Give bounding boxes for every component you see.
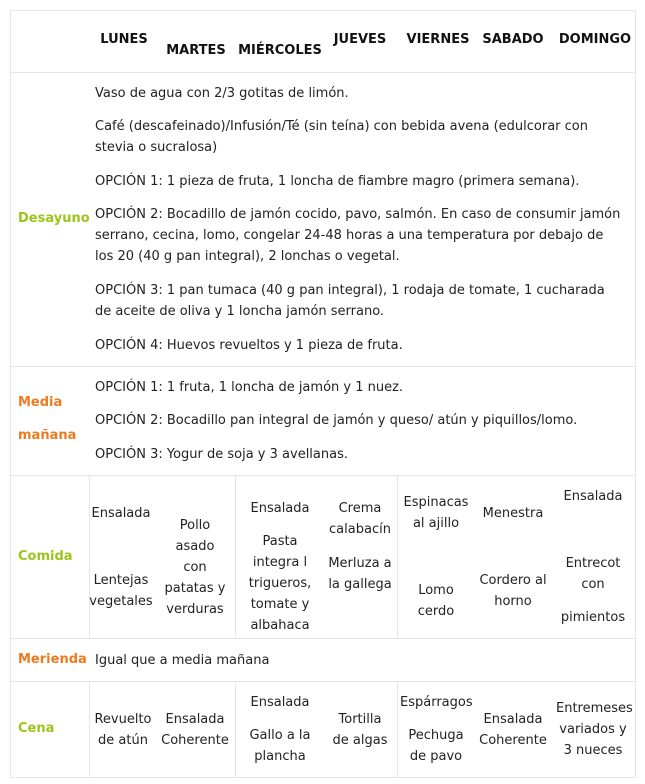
header-jueves: JUEVES [333, 32, 387, 47]
comida-martes: Pollo asado con patatas y verduras [164, 518, 226, 617]
col-divider [235, 476, 236, 638]
header-viernes: VIERNES [406, 32, 470, 47]
header-miercoles: MIÉRCOLES [238, 43, 322, 58]
cena-lunes: Revuelto de atún [94, 712, 152, 748]
comida-miercoles-1: Ensalada [250, 501, 310, 516]
col-divider [89, 682, 90, 778]
header-martes: MARTES [166, 43, 226, 58]
col-divider [397, 682, 398, 778]
row-divider [11, 638, 635, 639]
merienda-text: Igual que a media mañana [95, 653, 270, 668]
media-manana-line: OPCIÓN 2: Bocadillo pan integral de jamón y queso/ atún y piquillos/lomo. [95, 413, 578, 428]
col-divider [235, 682, 236, 778]
comida-jueves-2: Merluza a la gallega [328, 556, 392, 592]
row-label-media-manana: Media [18, 395, 63, 410]
desayuno-line: Vaso de agua con 2/3 gotitas de limón. [95, 86, 349, 101]
comida-lunes-2: Lentejas vegetales [89, 573, 153, 609]
comida-viernes-1: Espinacas al ajillo [403, 495, 469, 531]
cena-martes: Ensalada Coherente [161, 712, 229, 748]
desayuno-line: Café (descafeinado)/Infusión/Té (sin teína) con bebida avena (edulcorar con stevia o sucralosa) [95, 119, 588, 155]
comida-jueves-1: Crema calabacín [329, 501, 391, 537]
cena-sabado: Ensalada Coherente [479, 712, 547, 748]
row-label-media-manana: mañana [18, 428, 77, 443]
comida-miercoles-2: Pasta integra l trigueros, tomate y albahaca [248, 534, 312, 633]
header-domingo: DOMINGO [558, 32, 632, 47]
comida-viernes-2: Lomo cerdo [417, 583, 455, 619]
comida-domingo-3: pimientos [560, 610, 626, 625]
comida-domingo-2: Entrecot con [565, 556, 621, 592]
desayuno-line: OPCIÓN 1: 1 pieza de fruta, 1 loncha de fiambre magro (primera semana). [95, 174, 580, 189]
row-label-comida: Comida [18, 549, 73, 564]
col-divider [89, 476, 90, 638]
header-sabado: SABADO [482, 32, 544, 47]
desayuno-line: OPCIÓN 3: 1 pan tumaca (40 g pan integral), 1 rodaja de tomate, 1 cucharada de aceite de oliva y 1 loncha jamón serrano. [95, 283, 605, 319]
cena-viernes-1: Espárragos [400, 695, 473, 710]
row-label-merienda: Merienda [18, 652, 87, 667]
cena-jueves: Tortilla de algas [332, 712, 388, 748]
row-label-cena: Cena [18, 721, 55, 736]
row-divider [11, 72, 635, 73]
desayuno-line: OPCIÓN 4: Huevos revueltos y 1 pieza de fruta. [95, 338, 403, 353]
row-divider [11, 366, 635, 367]
comida-sabado-2: Cordero al horno [479, 573, 547, 609]
cena-domingo: Entremeses variados y 3 nueces [556, 701, 633, 758]
row-divider [11, 681, 635, 682]
header-lunes: LUNES [100, 32, 148, 47]
col-divider [397, 476, 398, 638]
media-manana-line: OPCIÓN 1: 1 fruta, 1 loncha de jamón y 1 nuez. [95, 380, 404, 395]
cena-miercoles-1: Ensalada [250, 695, 310, 710]
comida-sabado-1: Menestra [482, 506, 544, 521]
row-label-desayuno: Desayuno [18, 211, 90, 226]
cena-miercoles-2: Gallo a la plancha [249, 728, 311, 764]
media-manana-line: OPCIÓN 3: Yogur de soja y 3 avellanas. [95, 447, 348, 462]
cena-viernes-2: Pechuga de pavo [408, 728, 464, 764]
comida-lunes-1: Ensalada [91, 506, 151, 521]
row-divider [11, 475, 635, 476]
comida-domingo-1: Ensalada [563, 489, 623, 504]
desayuno-line: OPCIÓN 2: Bocadillo de jamón cocido, pavo, salmón. En caso de consumir jamón serrano, cecina, lomo, congelar 24-48 horas a una temperatura por debajo de los 20 (40 g pan integral), 2 lonchas o vegetal. [95, 207, 621, 264]
